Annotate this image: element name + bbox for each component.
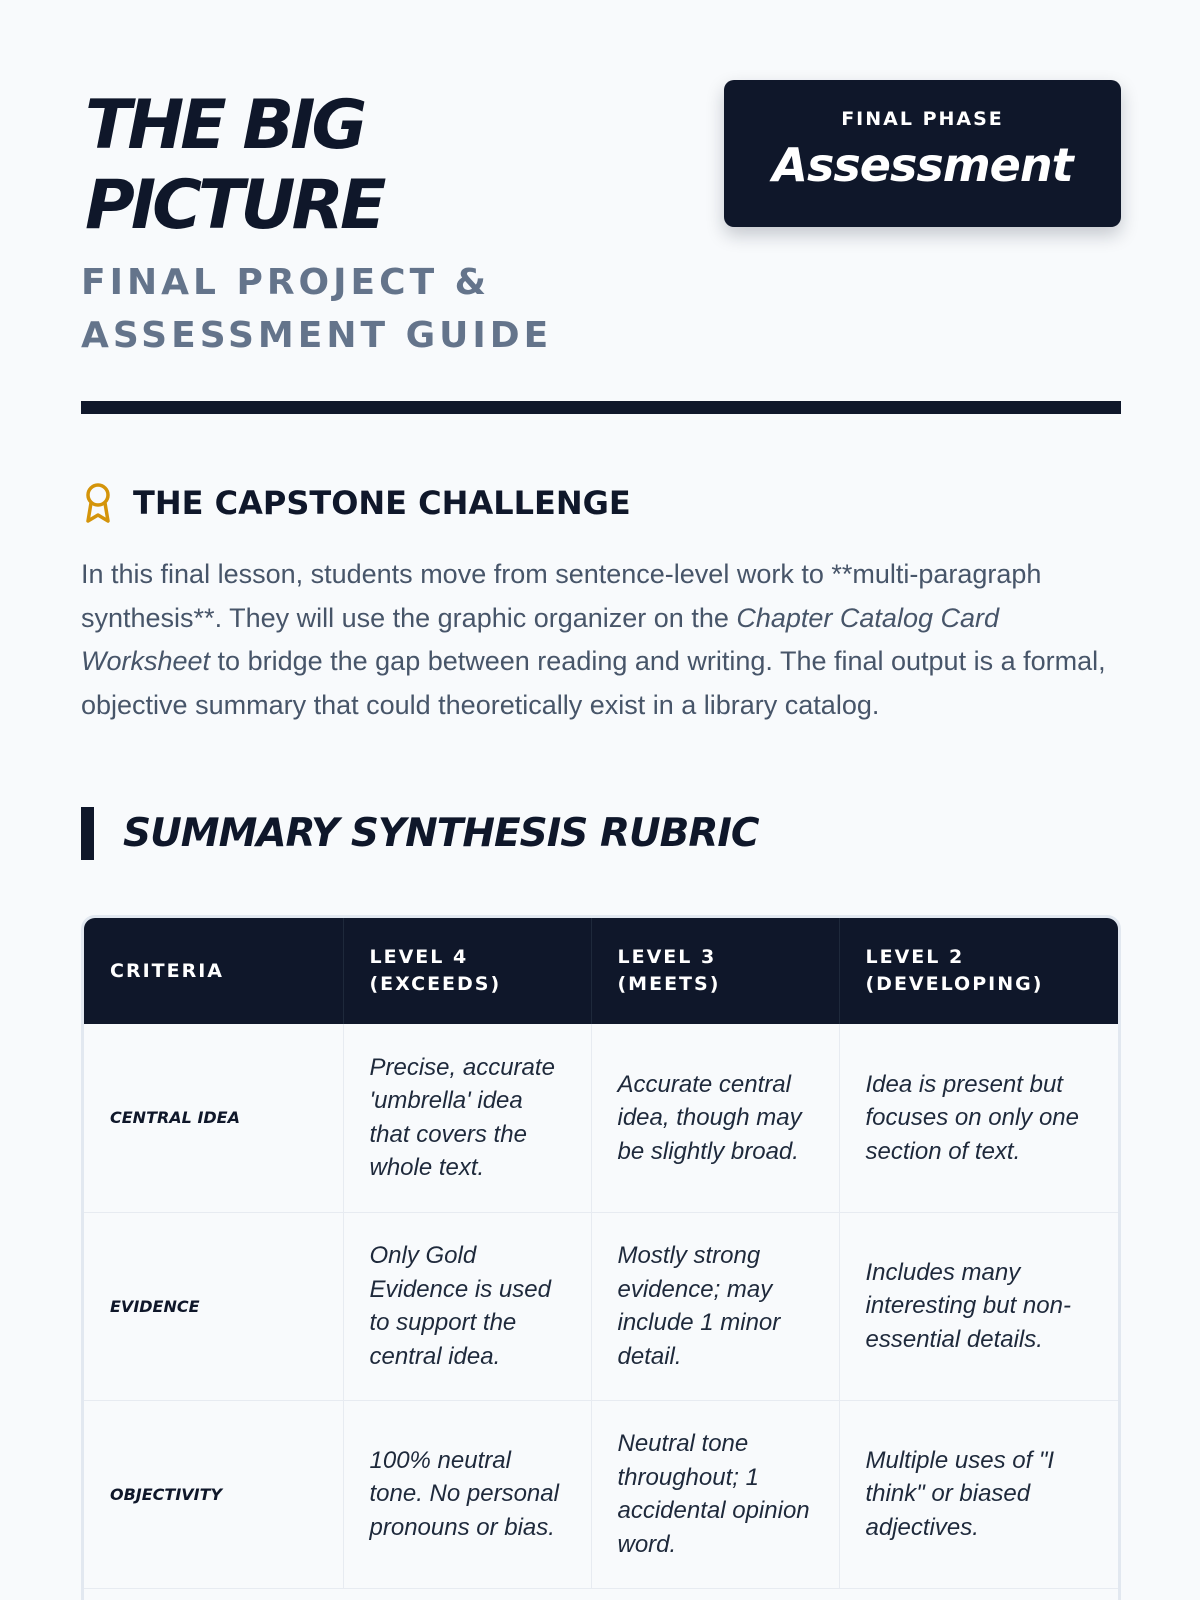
criteria-cell: OBJECTIVITY [84,1400,343,1588]
level-4-cell: Precise, accurate 'umbrella' idea that covers the whole text. [343,1024,591,1212]
level-2-cell: Multiple uses of "I think" or biased adjectives. [839,1400,1118,1588]
page-subtitle: FINAL PROJECT & ASSESSMENT GUIDE [81,262,553,356]
level-3-cell: Mostly strong evidence; may include 1 minor detail. [591,1212,839,1400]
badge-kicker: FINAL PHASE [841,108,1004,130]
award-ribbon-icon [81,481,115,525]
worksheet-name: Chapter Catalog Card Worksheet [81,602,1000,676]
capstone-title: THE CAPSTONE CHALLENGE [133,484,631,522]
header-divider [81,401,1121,414]
level-3-cell: Accurate central idea, though may be slightly broad. [591,1024,839,1212]
rubric-table [84,918,1118,1589]
criteria-cell: CENTRAL IDEA [84,1024,343,1212]
level-2-cell: Includes many interesting but non-essential details. [839,1212,1118,1400]
level-2-cell: Idea is present but focuses on only one section of text. [839,1024,1118,1212]
page-title: THE BIG PICTURE [85,86,383,245]
page-header [81,0,1121,415]
document-page [81,0,1121,1558]
capstone-heading [81,478,631,528]
table-header-row [84,918,1118,1024]
level-4-cell: 100% neutral tone. No personal pronouns or bias. [343,1400,591,1588]
column-header-level-2: LEVEL 2 (DEVELOPING) [839,918,1118,1024]
intro-text-start: In this final lesson, students move from sentence-level work to **multi-paragraph synthesis**. They will use the graphic organizer on the [81,559,1042,633]
column-header-level-3: LEVEL 3 (MEETS) [591,918,839,1024]
level-3-cell: Neutral tone throughout; 1 accidental opinion word. [591,1400,839,1588]
table-row [84,1212,1118,1400]
capstone-intro [81,553,1121,727]
level-4-cell: Only Gold Evidence is used to support the central idea. [343,1212,591,1400]
table-row [84,1400,1118,1588]
rubric-accent-bar [81,807,94,860]
rubric-heading [81,807,759,860]
criteria-cell: EVIDENCE [84,1212,343,1400]
rubric-title: SUMMARY SYNTHESIS RUBRIC [123,811,759,856]
intro-text-end: to bridge the gap between reading and writing. The final output is a formal, objective summary that could theoretically exist in a library catalog. [81,646,1106,720]
column-header-criteria: CRITERIA [84,918,343,1024]
table-row [84,1024,1118,1212]
rubric-table-container [81,915,1121,1600]
phase-badge [724,80,1121,227]
badge-label: Assessment [772,138,1073,192]
column-header-level-4: LEVEL 4 (EXCEEDS) [343,918,591,1024]
